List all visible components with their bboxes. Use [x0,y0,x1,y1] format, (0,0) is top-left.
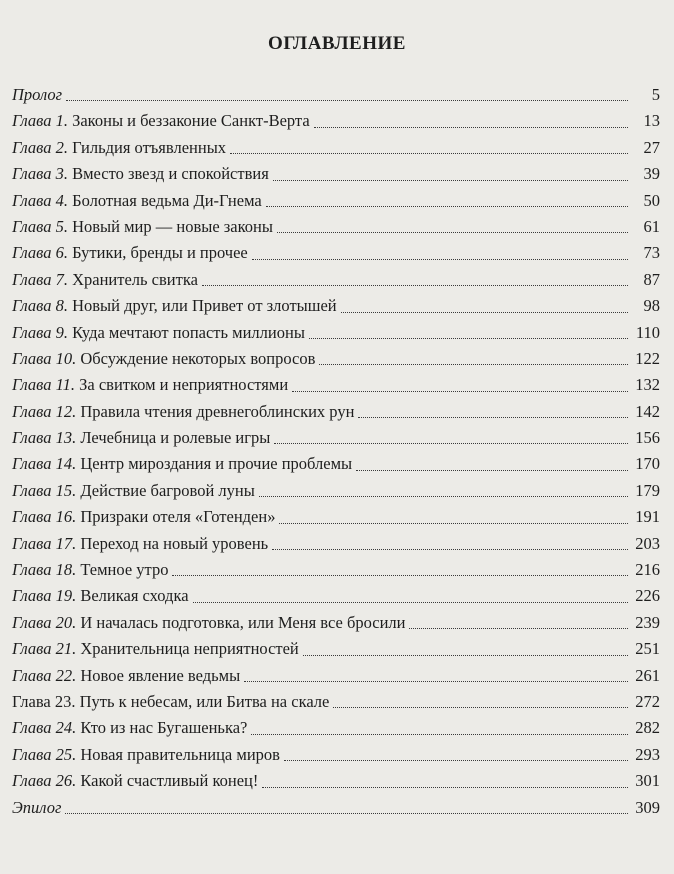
toc-entry [12,188,660,214]
page-number: 73 [643,243,660,263]
dot-leader [202,285,628,286]
chapter-label: Глава 14. [12,454,77,474]
dot-leader [66,100,628,101]
page-number: 179 [635,480,660,500]
page-number: 216 [635,560,660,580]
chapter-title: Призраки отеля «Готенден» [80,507,276,527]
chapter-label: Глава 3. [12,164,68,184]
chapter-title: И началась подготовка, или Меня все бросили [80,612,406,632]
toc-entry [12,372,660,398]
toc-entry [12,531,660,557]
chapter-label: Глава 16. [12,507,77,527]
toc-entry [12,399,660,425]
chapter-title: Центр мироздания и прочие проблемы [80,454,353,474]
chapter-label: Глава 6. [12,243,68,263]
dot-leader [252,259,628,260]
dot-leader [341,312,628,313]
dot-leader [193,602,628,603]
page-number: 191 [635,507,660,527]
dot-leader [303,655,628,656]
dot-leader [319,364,628,365]
page-number: 122 [635,348,660,368]
dot-leader [309,338,628,339]
dot-leader [356,470,628,471]
chapter-label: Глава 17. [12,533,77,553]
toc-entry [12,240,660,266]
dot-leader [262,787,628,788]
toc-entry [12,293,660,319]
page-number: 142 [635,401,660,421]
dot-leader [251,734,628,735]
chapter-title: Бутики, бренды и прочее [72,243,248,263]
dot-leader [230,153,628,154]
chapter-label: Глава 19. [12,586,77,606]
chapter-label: Глава 8. [12,296,68,316]
chapter-label: Глава 7. [12,269,68,289]
chapter-label: Глава 10. [12,348,77,368]
toc-entry [12,425,660,451]
chapter-label: Глава 2. [12,137,68,157]
dot-leader [292,391,628,392]
chapter-title: За свитком и неприятностями [79,375,289,395]
toc-entry [12,610,660,636]
page-number: 293 [635,744,660,764]
chapter-label: Глава 4. [12,190,68,210]
toc-entry [12,135,660,161]
chapter-label: Глава 26. [12,771,77,791]
chapter-title: Темное утро [80,560,169,580]
chapter-title: Куда мечтают попасть миллионы [72,322,305,342]
dot-leader [272,549,628,550]
chapter-label: Глава 15. [12,480,77,500]
toc-entry [12,795,660,821]
chapter-title: Какой счастливый конец! [80,771,259,791]
page-number: 5 [651,85,660,104]
page-number: 132 [635,375,660,395]
toc-entry [12,504,660,530]
dot-leader [409,628,628,629]
page-number: 301 [635,771,660,791]
chapter-label: Пролог [12,85,63,104]
chapter-title: Действие багровой луны [80,480,255,500]
chapter-label: Глава 20. [12,612,77,632]
toc-entry [12,636,660,662]
chapter-title: Вместо звезд и спокойствия [72,164,269,184]
dot-leader [266,206,628,207]
chapter-title: Новое явление ведьмы [80,665,241,685]
chapter-label: Глава 1. [12,111,68,131]
chapter-title: Правила чтения древнегоблинских рун [80,401,355,421]
chapter-title: Хранитель свитка [72,269,198,289]
page-number: 110 [635,322,660,342]
chapter-title: Лечебница и ролевые игры [80,428,271,448]
page-number: 87 [643,269,660,289]
table-of-contents [12,82,660,821]
chapter-title: Новый мир — новые законы [72,216,273,236]
page-number: 170 [635,454,660,474]
toc-entry [12,715,660,741]
dot-leader [259,496,628,497]
page-number: 27 [643,137,660,157]
page-number: 39 [643,164,660,184]
page-number: 98 [643,296,660,316]
toc-entry [12,214,660,240]
chapter-title: Кто из нас Бугашенька? [80,718,248,738]
chapter-title: Хранительница неприятностей [80,639,299,659]
page-number: 50 [643,190,660,210]
chapter-title: Великая сходка [80,586,189,606]
toc-entry [12,82,660,108]
page-number: 13 [643,111,660,131]
chapter-label: Глава 24. [12,718,77,738]
chapter-title: Новая правительница миров [80,744,280,764]
chapter-label: Глава 5. [12,216,68,236]
page-number: 309 [635,797,660,817]
page-number: 251 [635,639,660,659]
toc-entry [12,451,660,477]
dot-leader [358,417,628,418]
page-number: 261 [635,665,660,685]
dot-leader [277,232,628,233]
page-number: 61 [643,216,660,236]
toc-entry [12,478,660,504]
dot-leader [273,180,628,181]
page-number: 203 [635,533,660,553]
chapter-label: Глава 13. [12,428,77,448]
chapter-title: Путь к небесам, или Битва на скале [79,691,330,711]
page-number: 156 [635,428,660,448]
toc-entry [12,346,660,372]
chapter-label: Глава 25. [12,744,77,764]
page-number: 239 [635,612,660,632]
chapter-title: Законы и беззаконие Санкт-Верта [72,111,310,131]
toc-entry [12,161,660,187]
dot-leader [314,127,628,128]
toc-entry [12,768,660,794]
toc-entry [12,689,660,715]
dot-leader [274,443,628,444]
page-number: 272 [635,691,660,711]
toc-entry [12,583,660,609]
chapter-title: Переход на новый уровень [80,533,269,553]
chapter-label: Глава 18. [12,560,77,580]
dot-leader [172,575,628,576]
chapter-label: Глава 21. [12,639,77,659]
chapter-label: Глава 22. [12,665,77,685]
chapter-title: Гильдия отъявленных [72,137,227,157]
toc-entry [12,267,660,293]
toc-entry [12,108,660,134]
page-number: 282 [635,718,660,738]
chapter-title: Обсуждение некоторых вопросов [80,348,316,368]
chapter-label: Глава 11. [12,375,75,395]
dot-leader [333,707,628,708]
toc-entry [12,557,660,583]
toc-entry [12,742,660,768]
chapter-label: Глава 9. [12,322,68,342]
dot-leader [244,681,628,682]
chapter-title: Новый друг, или Привет от злотышей [72,296,337,316]
dot-leader [284,760,628,761]
chapter-label: Глава 23. [12,691,76,711]
chapter-title: Болотная ведьма Ди-Гнема [72,190,262,210]
toc-entry [12,663,660,689]
page-title: ОГЛАВЛЕНИЕ [268,33,406,54]
dot-leader [65,813,628,814]
dot-leader [279,523,628,524]
page-number: 226 [635,586,660,606]
toc-entry [12,320,660,346]
chapter-label: Эпилог [12,797,62,817]
chapter-label: Глава 12. [12,401,77,421]
